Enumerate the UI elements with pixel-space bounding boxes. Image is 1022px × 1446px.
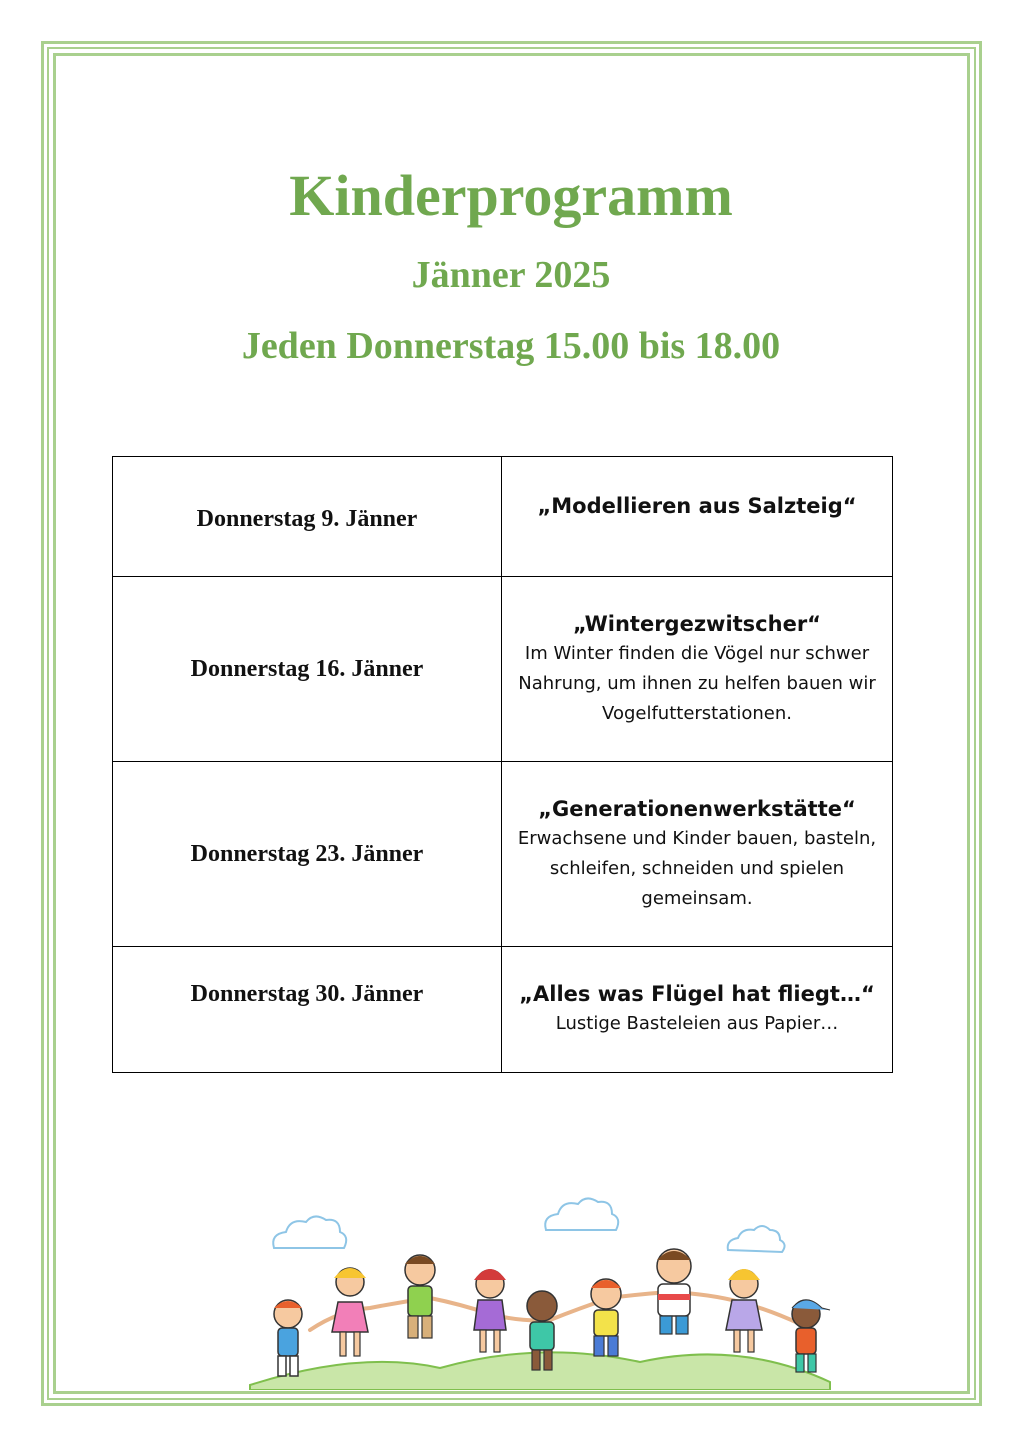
event-title: „Wintergezwitscher“ — [573, 612, 821, 636]
schedule-subtitle: Jeden Donnerstag 15.00 bis 18.00 — [241, 325, 781, 367]
event-title: „Alles was Flügel hat fliegt…“ — [519, 982, 875, 1006]
child-figure — [792, 1300, 830, 1372]
child-figure — [274, 1300, 302, 1376]
children-holding-hands-illustration — [240, 1190, 840, 1390]
child-figure — [657, 1249, 691, 1334]
event-date: Donnerstag 30. Jänner — [113, 947, 502, 1073]
table-row — [113, 947, 893, 1073]
event-description: Lustige Basteleien aus Papier… — [555, 1013, 839, 1034]
event-description: Im Winter finden die Vögel nur schwer Nahrung, um ihnen zu helfen bauen wir Vogelfutterstationen. — [518, 643, 876, 724]
child-figure — [405, 1255, 435, 1338]
table-row — [113, 457, 893, 577]
cloud-icon — [728, 1226, 785, 1252]
page-title: Kinderprogramm — [289, 163, 733, 228]
event-info — [502, 947, 893, 1073]
event-info — [502, 762, 893, 947]
event-title: „Generationenwerkstätte“ — [538, 797, 856, 821]
event-date: Donnerstag 9. Jänner — [113, 457, 502, 577]
event-date: Donnerstag 23. Jänner — [113, 762, 502, 947]
event-date: Donnerstag 16. Jänner — [113, 577, 502, 762]
table-row — [113, 577, 893, 762]
event-title: „Modellieren aus Salzteig“ — [537, 494, 857, 518]
child-figure — [591, 1279, 621, 1356]
month-subtitle: Jänner 2025 — [411, 254, 611, 296]
child-figure — [474, 1269, 506, 1352]
cloud-icon — [273, 1216, 346, 1248]
event-info — [502, 457, 893, 577]
event-info — [502, 577, 893, 762]
child-figure — [332, 1268, 368, 1356]
child-figure — [726, 1269, 762, 1352]
program-table — [112, 456, 893, 1073]
table-row — [113, 762, 893, 947]
cloud-icon — [545, 1198, 618, 1230]
event-description: Erwachsene und Kinder bauen, basteln, schleifen, schneiden und spielen gemeinsam. — [517, 828, 877, 909]
